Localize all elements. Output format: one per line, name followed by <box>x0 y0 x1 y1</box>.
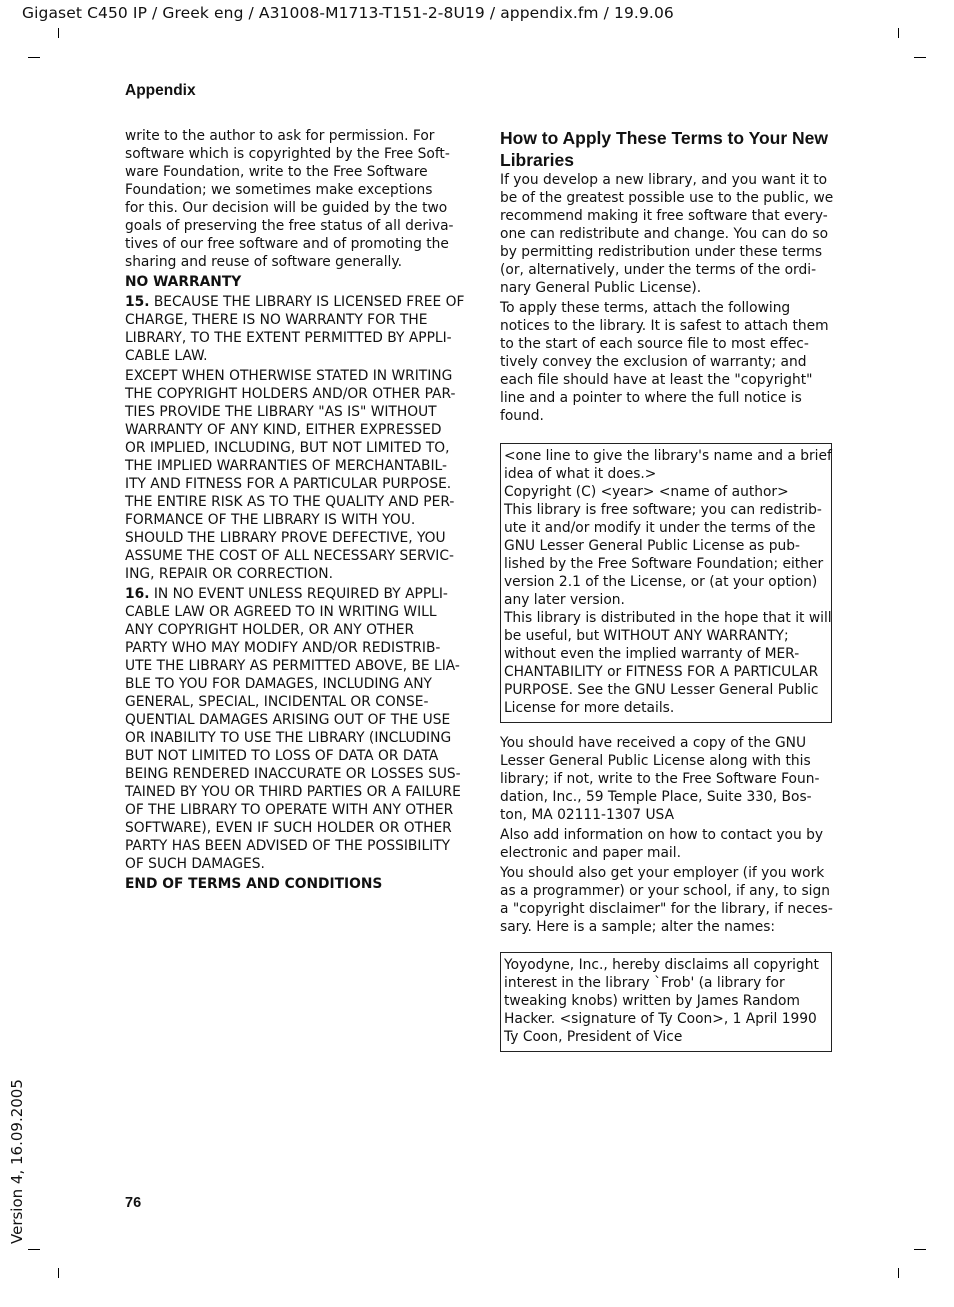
text-line: dation, Inc., 59 Temple Place, Suite 330, Bos- <box>500 789 812 805</box>
crop-mark <box>58 1268 59 1278</box>
text-line: tweaking knobs) written by James Random <box>504 993 800 1009</box>
text-line: OF THE LIBRARY TO OPERATE WITH ANY OTHER <box>125 802 454 818</box>
text-line: a "copyright disclaimer" for the library, if neces- <box>500 901 833 917</box>
text-line: Hacker. <signature of Ty Coon>, 1 April 1990 <box>504 1011 817 1027</box>
text-line: OR IMPLIED, INCLUDING, BUT NOT LIMITED TO, <box>125 440 450 456</box>
text-line: tives of our free software and of promoting the <box>125 236 449 252</box>
text-line: This library is free software; you can redistrib- <box>504 502 822 518</box>
text-line: If you develop a new library, and you want it to <box>500 172 828 188</box>
text-line: OF SUCH DAMAGES. <box>125 856 265 872</box>
text-line: CABLE LAW. <box>125 348 208 364</box>
text-line: notices to the library. It is safest to attach them <box>500 318 829 334</box>
text-line: ware Foundation, write to the Free Software <box>125 164 428 180</box>
text-line: be of the greatest possible use to the public, we <box>500 190 834 206</box>
heading-line: Libraries <box>500 150 574 170</box>
text-line: FORMANCE OF THE LIBRARY IS WITH YOU. <box>125 512 416 528</box>
text-line: version 2.1 of the License, or (at your option) <box>504 574 818 590</box>
paragraph <box>125 293 465 365</box>
text-line: NO WARRANTY <box>125 274 242 290</box>
text-line: This library is distributed in the hope that it will <box>504 610 832 626</box>
document-header: Gigaset C450 IP / Greek eng / A31008-M1713-T151-2-8U19 / appendix.fm / 19.9.06 <box>22 4 674 22</box>
text-line: UTE THE LIBRARY AS PERMITTED ABOVE, BE LIA- <box>125 658 460 674</box>
text-line: BUT NOT LIMITED TO LOSS OF DATA OR DATA <box>125 748 439 764</box>
text-line: To apply these terms, attach the following <box>500 300 791 316</box>
text-line: interest in the library `Frob' (a library for <box>504 975 785 991</box>
crop-mark <box>28 1249 40 1250</box>
crop-mark <box>898 1268 899 1278</box>
paragraph <box>500 734 832 824</box>
text-line: License for more details. <box>504 700 675 716</box>
text-line: <one line to give the library's name and a brief <box>504 448 832 464</box>
paragraph <box>125 273 460 291</box>
text-line: software which is copyrighted by the Free Soft- <box>125 146 450 162</box>
text-line: ute it and/or modify it under the terms of the <box>504 520 816 536</box>
paragraph <box>125 127 460 271</box>
text-line: BLE TO YOU FOR DAMAGES, INCLUDING ANY <box>125 676 432 692</box>
paragraph <box>125 875 460 893</box>
text-line: Copyright (C) <year> <name of author> <box>504 484 789 500</box>
paragraph <box>125 367 460 583</box>
crop-mark <box>914 1249 926 1250</box>
text-line: GNU Lesser General Public License as pub- <box>504 538 800 554</box>
paragraph <box>500 864 832 936</box>
text-line: QUENTIAL DAMAGES ARISING OUT OF THE USE <box>125 712 451 728</box>
text-line <box>125 293 465 311</box>
text-line: EXCEPT WHEN OTHERWISE STATED IN WRITING <box>125 368 453 384</box>
text-line: without even the implied warranty of MER- <box>504 646 800 662</box>
text-line: by permitting redistribution under these terms <box>500 244 823 260</box>
text-line: Foundation; we sometimes make exceptions <box>125 182 433 198</box>
text-line: tively convey the exclusion of warranty; and <box>500 354 807 370</box>
text-line: END OF TERMS AND CONDITIONS <box>125 876 383 892</box>
text-line <box>125 585 460 603</box>
text-line: to the start of each source file to most effec- <box>500 336 809 352</box>
clause-text: BECAUSE THE LIBRARY IS LICENSED FREE OF <box>149 294 465 310</box>
text-line: TAINED BY YOU OR THIRD PARTIES OR A FAILURE <box>125 784 461 800</box>
text-line: THE ENTIRE RISK AS TO THE QUALITY AND PER- <box>125 494 455 510</box>
text-line: sharing and reuse of software generally. <box>125 254 402 270</box>
text-line: ITY AND FITNESS FOR A PARTICULAR PURPOSE. <box>125 476 452 492</box>
text-line: SHOULD THE LIBRARY PROVE DEFECTIVE, YOU <box>125 530 446 546</box>
text-line: PARTY WHO MAY MODIFY AND/OR REDISTRIB- <box>125 640 441 656</box>
text-line: be useful, but WITHOUT ANY WARRANTY; <box>504 628 789 644</box>
text-line: WARRANTY OF ANY KIND, EITHER EXPRESSED <box>125 422 442 438</box>
text-line: CHARGE, THERE IS NO WARRANTY FOR THE <box>125 312 428 328</box>
clause-number: 15. <box>125 294 150 310</box>
text-line: each file should have at least the "copyright" <box>500 372 813 388</box>
right-column <box>500 127 832 1052</box>
text-line: ton, MA 02111-1307 USA <box>500 807 675 823</box>
text-line: as a programmer) or your school, if any, to sign <box>500 883 831 899</box>
crop-mark <box>898 28 899 38</box>
text-line: nary General Public License). <box>500 280 702 296</box>
text-line: lished by the Free Software Foundation; either <box>504 556 824 572</box>
text-line: Lesser General Public License along with this <box>500 753 811 769</box>
paragraph <box>500 826 832 862</box>
text-line: write to the author to ask for permission. For <box>125 128 435 144</box>
crop-mark <box>28 57 40 58</box>
paragraph <box>500 171 832 297</box>
text-line: THE COPYRIGHT HOLDERS AND/OR OTHER PAR- <box>125 386 456 402</box>
clause-number: 16. <box>125 586 150 602</box>
text-line: sary. Here is a sample; alter the names: <box>500 919 776 935</box>
left-column <box>125 127 465 895</box>
text-line: BEING RENDERED INACCURATE OR LOSSES SUS- <box>125 766 461 782</box>
heading-how-to-apply <box>500 127 832 171</box>
section-title: Appendix <box>125 82 196 99</box>
text-line: Also add information on how to contact you by <box>500 827 823 843</box>
text-line: You should also get your employer (if you work <box>500 865 825 881</box>
text-line: library; if not, write to the Free Software Foun- <box>500 771 820 787</box>
text-line: ASSUME THE COST OF ALL NECESSARY SERVIC- <box>125 548 454 564</box>
text-line: CABLE LAW OR AGREED TO IN WRITING WILL <box>125 604 437 620</box>
text-line: Yoyodyne, Inc., hereby disclaims all copyright <box>504 957 819 973</box>
text-line: electronic and paper mail. <box>500 845 681 861</box>
heading-line: How to Apply These Terms to Your New <box>500 128 829 148</box>
paragraph <box>500 299 832 425</box>
text-line: goals of preserving the free status of all deriva- <box>125 218 454 234</box>
text-line: for this. Our decision will be guided by the two <box>125 200 448 216</box>
version-label: Version 4, 16.09.2005 <box>8 1079 26 1244</box>
notice-box <box>500 443 832 723</box>
text-line: line and a pointer to where the full notice is <box>500 390 802 406</box>
text-line: You should have received a copy of the GNU <box>500 735 807 751</box>
text-line: CHANTABILITY or FITNESS FOR A PARTICULAR <box>504 664 819 680</box>
clause-text: IN NO EVENT UNLESS REQUIRED BY APPLI- <box>149 586 448 602</box>
page-number: 76 <box>125 1195 142 1211</box>
text-line: found. <box>500 408 544 424</box>
paragraph <box>125 585 460 873</box>
text-line: TIES PROVIDE THE LIBRARY "AS IS" WITHOUT <box>125 404 437 420</box>
disclaimer-box <box>500 952 832 1052</box>
text-line: ANY COPYRIGHT HOLDER, OR ANY OTHER <box>125 622 415 638</box>
text-line: ING, REPAIR OR CORRECTION. <box>125 566 333 582</box>
text-line: any later version. <box>504 592 625 608</box>
text-line: one can redistribute and change. You can do so <box>500 226 829 242</box>
text-line: GENERAL, SPECIAL, INCIDENTAL OR CONSE- <box>125 694 429 710</box>
text-line: SOFTWARE), EVEN IF SUCH HOLDER OR OTHER <box>125 820 452 836</box>
text-line: LIBRARY, TO THE EXTENT PERMITTED BY APPLI- <box>125 330 452 346</box>
text-line: Ty Coon, President of Vice <box>504 1029 683 1045</box>
text-line: PARTY HAS BEEN ADVISED OF THE POSSIBILITY <box>125 838 451 854</box>
text-line: OR INABILITY TO USE THE LIBRARY (INCLUDING <box>125 730 452 746</box>
text-line: (or, alternatively, under the terms of the ordi- <box>500 262 817 278</box>
text-line: THE IMPLIED WARRANTIES OF MERCHANTABIL- <box>125 458 447 474</box>
text-line: PURPOSE. See the GNU Lesser General Public <box>504 682 819 698</box>
crop-mark <box>914 57 926 58</box>
text-line: recommend making it free software that every- <box>500 208 828 224</box>
crop-mark <box>58 28 59 38</box>
text-line: idea of what it does.> <box>504 466 657 482</box>
